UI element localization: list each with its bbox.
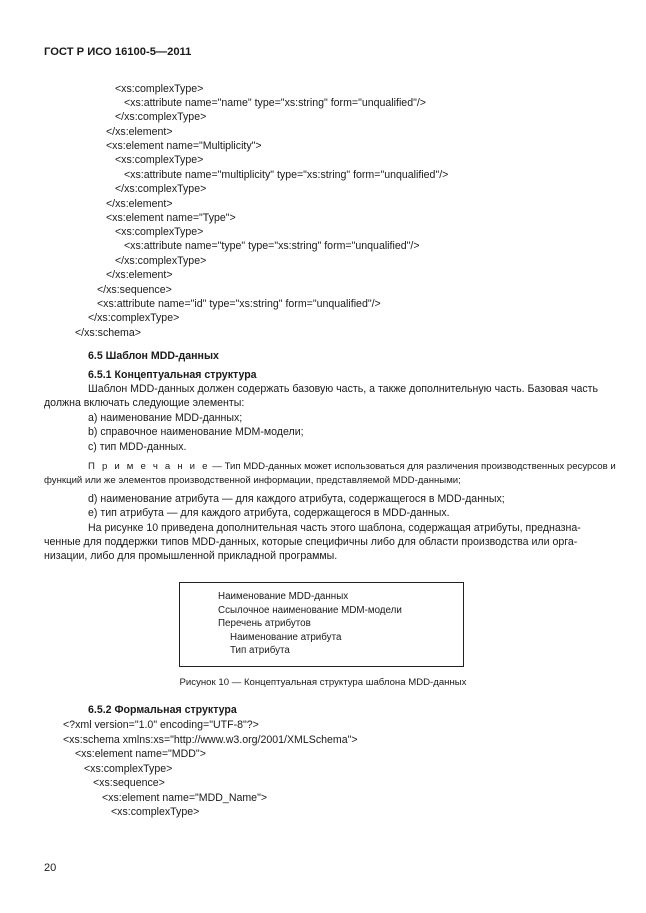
figure-line: Ссылочное наименование MDM-модели [218, 605, 402, 616]
paragraph-line: Шаблон MDD-данных должен содержать базовую часть, а также дополнительную часть. Базовая часть [88, 383, 599, 395]
code-line: <xs:attribute name="multiplicity" type="xs:string" form="unqualified"/> [124, 169, 449, 181]
code-line: <?xml version="1.0" encoding="UTF-8"?> [63, 719, 259, 731]
code-line: <xs:sequence> [93, 777, 165, 789]
code-line: </xs:complexType> [115, 255, 207, 267]
paragraph-line: низации, либо для промышленной прикладной программы. [44, 550, 338, 562]
paragraph-line: На рисунке 10 приведена дополнительная часть этого шаблона, содержащая атрибуты, предназна- [88, 522, 581, 534]
page-number: 20 [44, 862, 57, 874]
note-line [88, 460, 616, 474]
section-heading: 6.5 Шаблон MDD-данных [88, 350, 219, 362]
note-line: функций или же элементов производственной информации, представляемой MDD-данными; [44, 475, 461, 486]
figure-10-box [179, 582, 464, 667]
code-line: <xs:attribute name="name" type="xs:string" form="unqualified"/> [124, 97, 426, 109]
figure-line: Перечень атрибутов [218, 618, 311, 629]
code-line: <xs:complexType> [115, 226, 204, 238]
code-line: <xs:complexType> [84, 763, 173, 775]
subsection-heading: 6.5.2 Формальная структура [88, 704, 237, 716]
paragraph-line: должна включать следующие элементы: [44, 397, 245, 409]
code-line: <xs:element name="Type"> [106, 212, 236, 224]
code-line: <xs:attribute name="id" type="xs:string" form="unqualified"/> [97, 298, 381, 310]
document-header: ГОСТ Р ИСО 16100-5—2011 [44, 46, 192, 58]
code-line: <xs:element name="MDD_Name"> [102, 792, 268, 804]
list-item: b) справочное наименование MDM-модели; [88, 426, 304, 438]
code-line: </xs:complexType> [88, 312, 180, 324]
list-item: c) тип MDD-данных. [88, 441, 187, 453]
code-line: <xs:element name="MDD"> [75, 748, 206, 760]
paragraph-line: ченные для поддержки типов MDD-данных, которые специфичны либо для области производства или орга- [44, 536, 578, 548]
figure-caption: Рисунок 10 — Концептуальная структура шаблона MDD-данных [179, 677, 467, 688]
code-line: </xs:complexType> [115, 111, 207, 123]
code-line: <xs:element name="Multiplicity"> [106, 140, 262, 152]
code-line: </xs:complexType> [115, 183, 207, 195]
list-item: e) тип атрибута — для каждого атрибута, содержащегося в MDD-данных. [88, 507, 450, 519]
code-line: </xs:element> [106, 126, 173, 138]
code-line: </xs:schema> [75, 327, 141, 339]
subsection-heading: 6.5.1 Концептуальная структура [88, 369, 257, 381]
code-line: <xs:schema xmlns:xs="http://www.w3.org/2001/XMLSchema"> [63, 734, 358, 746]
code-line: </xs:element> [106, 198, 173, 210]
figure-line: Наименование атрибута [230, 632, 342, 643]
list-item: d) наименование атрибута — для каждого атрибута, содержащегося в MDD-данных; [88, 493, 505, 505]
list-item: a) наименование MDD-данных; [88, 412, 243, 424]
code-line: </xs:element> [106, 269, 173, 281]
figure-line: Наименование MDD-данных [218, 591, 349, 602]
note-label: П р и м е ч а н и е [88, 461, 210, 472]
code-line: </xs:sequence> [97, 284, 172, 296]
figure-line: Тип атрибута [230, 645, 290, 656]
code-line: <xs:complexType> [111, 806, 200, 818]
code-line: <xs:attribute name="type" type="xs:string" form="unqualified"/> [124, 240, 420, 252]
code-line: <xs:complexType> [115, 83, 204, 95]
note-text: — Тип MDD-данных может использоваться для различения производственных ресурсов и [209, 461, 616, 472]
code-line: <xs:complexType> [115, 154, 204, 166]
